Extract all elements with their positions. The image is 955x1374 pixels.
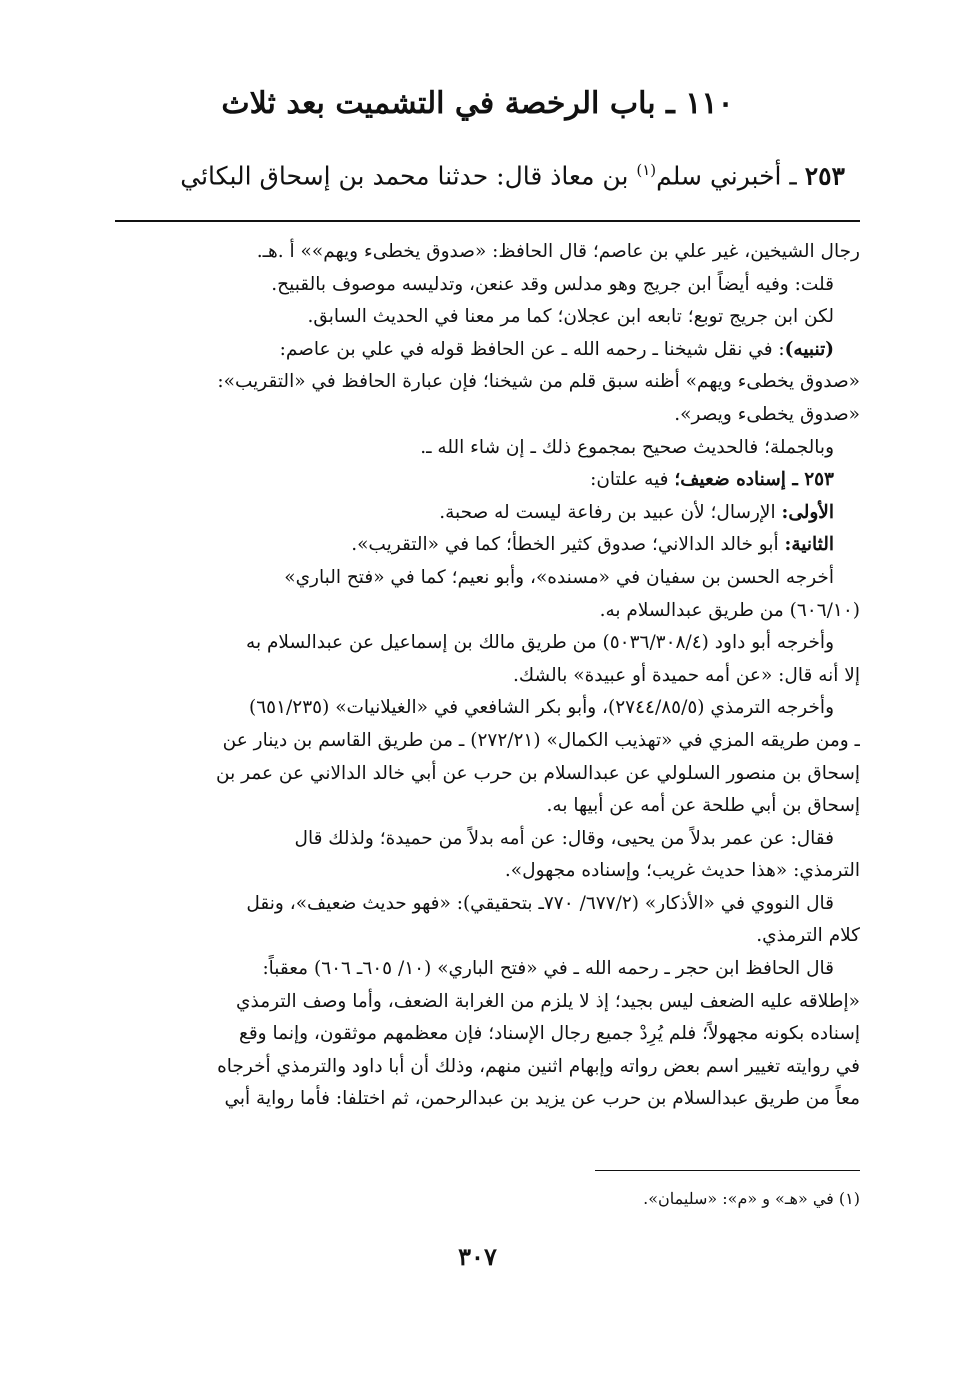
- commentary: [90, 236, 860, 1116]
- commentary-text: إسناده بكونه مجهولاً؛ فلم يُرِدْ جميع رجال الإسناد؛ فإن معظمهم موثقون، وإنما وقع: [238, 1023, 860, 1045]
- commentary-line: [90, 953, 860, 986]
- commentary-text: معاً من طريق عبدالسلام بن حرب عن يزيد بن عبدالرحمن، ثم اختلفا: فأما رواية أبي: [224, 1088, 860, 1110]
- commentary-line: [90, 692, 860, 725]
- commentary-line: [90, 595, 860, 628]
- commentary-line: [90, 269, 860, 302]
- commentary-text: «صدوق يخطىء ويصر».: [674, 403, 860, 425]
- commentary-text: أبو خالد الدالاني؛ صدوق كثير الخطأ؛ كما في «التقريب».: [351, 534, 785, 556]
- page-number: ٣٠٧: [458, 1242, 497, 1271]
- footnote: (١) في «هـ» و «م»: «سليمان».: [643, 1189, 860, 1208]
- commentary-line: [90, 366, 860, 399]
- commentary-line: [90, 823, 860, 856]
- commentary-line: [90, 236, 860, 269]
- footnote-marker[interactable]: (١): [636, 161, 657, 179]
- footnote-separator: [595, 1170, 860, 1171]
- commentary-bold: الثانية:: [784, 534, 834, 556]
- commentary-line: [90, 920, 860, 953]
- commentary-line: [90, 627, 860, 660]
- commentary-text: وبالجملة؛ فالحديث صحيح بمجموع ذلك ـ إن شاء الله ـ.: [420, 436, 834, 458]
- separator-line: [115, 220, 860, 222]
- commentary-text: إسحاق بن منصور السلولي عن عبدالسلام بن حرب عن أبي خالد الدالاني عن عمر بن: [216, 762, 860, 784]
- commentary-text: : في نقل شيخنا ـ رحمه الله ـ عن الحافظ قوله في علي بن عاصم:: [279, 338, 785, 360]
- commentary-text: رجال الشيخين، غير علي بن عاصم؛ قال الحافظ: «صدوق يخطىء ويهم»» أ .هـ.: [256, 241, 860, 262]
- commentary-bold: ٢٥٣ ـ إسناده ضعيف؛: [674, 469, 834, 491]
- commentary-text: الإرسال؛ لأن عبيد بن رفاعة ليست له صحبة.: [439, 501, 782, 523]
- commentary-line: [90, 432, 860, 465]
- commentary-line: [90, 562, 860, 595]
- commentary-line: [90, 529, 860, 562]
- commentary-bold: (تنبيه): [784, 338, 834, 360]
- commentary-text: قال النووي في «الأذكار» (٦٧٧/٢/ ٧٧٠ـ بتحقيقي): «فهو حديث ضعيف»، ونقل: [246, 892, 834, 914]
- hadith-text: [85, 150, 845, 196]
- commentary-line: [90, 758, 860, 791]
- hadith-number: ٢٥٣: [804, 161, 845, 191]
- commentary-text: فقال: عن عمر بدلاً من يحيى، وقال: عن أمه بدلاً من حميدة؛ ولذلك قال: [294, 827, 834, 849]
- hadith-text-before: ـ أخبرني سلم: [656, 161, 805, 191]
- commentary-line: [90, 1051, 860, 1084]
- commentary-text: الترمذي: «هذا حديث غريب؛ وإسناده مجهول».: [504, 860, 860, 882]
- hadith-text-after: بن معاذ قال: حدثنا محمد بن إسحاق البكائي: [180, 161, 637, 191]
- commentary-text: «إطلاقه عليه الضعف ليس بجيد؛ إذ لا يلزم من الغرابة الضعف، وأما وصف الترمذي: [236, 990, 860, 1012]
- commentary-line: [90, 334, 860, 367]
- commentary-line: [90, 855, 860, 888]
- commentary-text: قلت: وفيه أيضاً ابن جريج وهو مدلس وقد عنعن، وتدليسه موصوف بالقبيح.: [271, 273, 834, 295]
- commentary-line: [90, 301, 860, 334]
- commentary-line: [90, 986, 860, 1019]
- chapter-title: ١١٠ ـ باب الرخصة في التشميت بعد ثلاث: [221, 86, 734, 121]
- commentary-text: إلا أنه قال: «عن أمه حميدة أو عبيدة» بالشك.: [512, 664, 860, 686]
- commentary-text: (٦٠٦/١٠) من طريق عبدالسلام به.: [599, 599, 860, 621]
- commentary-line: [90, 790, 860, 823]
- commentary-line: [90, 464, 860, 497]
- commentary-line: [90, 725, 860, 758]
- commentary-text: وأخرجه الترمذي (٢٧٤٤/٨٥/٥)، وأبو بكر الشافعي في «الغيلانيات» (٦٥١/٢٣٥): [249, 697, 834, 719]
- commentary-text: في روايته تغيير اسم بعض رواته وإبهام اثنين منهم، وذلك أن أبا داود والترمذي أخرجاه: [217, 1055, 860, 1077]
- commentary-text: وأخرجه أبو داود (٥٠٣٦/٣٠٨/٤) من طريق مالك بن إسماعيل عن عبدالسلام به: [246, 632, 834, 654]
- commentary-line: [90, 1083, 860, 1116]
- commentary-line: [90, 497, 860, 530]
- commentary-text: لكن ابن جريج توبع؛ تابعه ابن عجلان؛ كما مر معنا في الحديث السابق.: [307, 306, 834, 328]
- commentary-text: ـ ومن طريقه المزي في «تهذيب الكمال» (٢٧٢/٢١) ـ من طريق القاسم بن دينار عن: [222, 729, 860, 751]
- commentary-text: أخرجه الحسن بن سفيان في «مسنده»، وأبو نعيم؛ كما في «فتح الباري»: [284, 566, 834, 588]
- commentary-bold: الأولى:: [781, 501, 834, 523]
- commentary-line: [90, 1018, 860, 1051]
- commentary-text: كلام الترمذي.: [756, 925, 860, 947]
- commentary-line: [90, 888, 860, 921]
- commentary-line: [90, 399, 860, 432]
- commentary-text: فيه علتان:: [590, 469, 675, 491]
- commentary-line: [90, 660, 860, 693]
- commentary-text: إسحاق بن أبي طلحة عن أمه عن أبيها به.: [546, 795, 860, 817]
- commentary-text: «صدوق يخطىء ويهم» أظنه سبق قلم من شيخنا؛ فإن عبارة الحافظ في «التقريب»:: [217, 371, 860, 393]
- commentary-text: قال الحافظ ابن حجر ـ رحمه الله ـ في «فتح الباري» (١٠/ ٦٠٥ـ ٦٠٦) معقباً:: [262, 958, 834, 980]
